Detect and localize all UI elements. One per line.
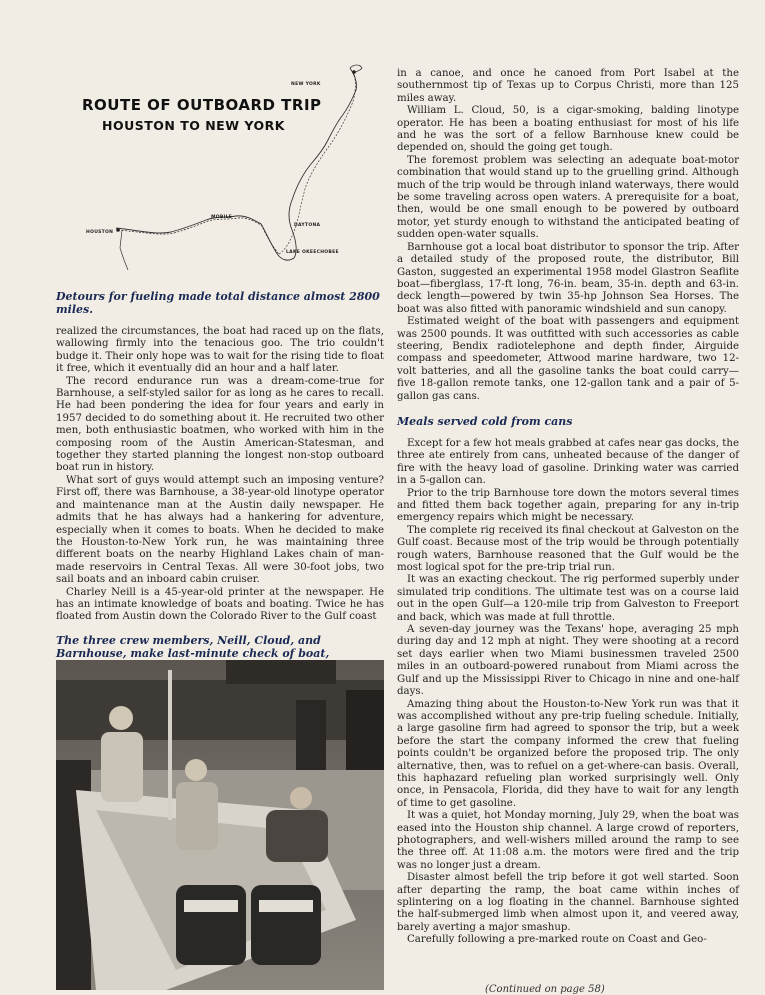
paragraph: Except for a few hot meals grabbed at cafes near gas docks, the three ate entirely from cans, unheated because of the danger of fire with the heavy load of gasoline. Drinking water was carried in a 5-gallon can. xyxy=(397,437,739,487)
crew-photo xyxy=(56,660,384,990)
paragraph: in a canoe, and once he canoed from Port Isabel at the southernmost tip of Texas up to Corpus Christi, more than 125 miles away. xyxy=(397,68,739,104)
paragraph: Charley Neill is a 45-year-old printer at the newspaper. He has an intimate knowledge of boats and boating. Twice he has floated from Austin down the Colorado River to the Gulf coast xyxy=(56,586,384,623)
paragraph: Carefully following a pre-marked route on Coast and Geo- xyxy=(407,934,707,946)
paragraph: Barnhouse got a local boat distributor to sponsor the trip. After a detailed study of the proposed route, the distributor, Bill Gaston, suggested an experimental 1958 model Glastron Seaflite boat—fiberglass, 17-ft long, 76-in. beam, 35-in. depth and 63-in. deck length—powered by twin 35-hp Johnson Sea Horses. The boat was also fitted with panoramic windshield and sun canopy. xyxy=(397,241,739,315)
paragraph: What sort of guys would attempt such an imposing venture? First off, there was Barnhouse, a 38-year-old linotype operator and maintenance man at the Austin daily newspaper. He admits that he has always had a hankering for adventure, especially when it comes to boats. When he decided to make the Houston-to-New York run, he was maintaining three different boats on the nearby Highland Lakes chain of man-made reservoirs in Central Texas. All were 30-foot jobs, two sail boats and an inboard cabin cruiser. xyxy=(56,474,384,586)
crew-photo-illustration xyxy=(56,660,384,990)
map-label-houston: HOUSTON xyxy=(86,230,114,235)
map-label-daytona: DAYTONA xyxy=(294,223,321,228)
paragraph: The record endurance run was a dream-come-true for Barnhouse, a self-styled sailor for as long as he cares to recall. He had been pondering the idea for four years and early in 1957 decided to do something about it. He recruited two other men, both enthusiastic boatmen, who worked with him in the composing room of the Austin American-Statesman, and together they started planning the longest non-stop outboard boat run in history. xyxy=(56,375,384,474)
paragraph: Disaster almost befell the trip before it got well started. Soon after departing the ramp, the boat came within inches of splintering on a log floating in the channel. Barnhouse sighted the half-submerged limb when almost upon it, and veered away, barely averting a major smashup. xyxy=(397,872,739,933)
paragraph: A seven-day journey was the Texans' hope, averaging 25 mph during day and 12 mph at night. They were shooting at a record set days earlier when two Miami businessmen traveled 2500 miles in an outboard-powered runabout from Miami across the Gulf and up the Mississippi River to Chicago in nine and one-half days. xyxy=(397,624,739,698)
paragraph: Estimated weight of the boat with passengers and equipment was 2500 pounds. It was outfitted with such accessories as cable steering, Bendix radiotelephone and depth finder, Airguide compass and speedometer, Attwood marine hardware, two 12-volt batteries, and all the gasoline tanks the boat could carry—five 18-gallon remote tanks, one 12-gallon tank and a pair of 5-gallon gas cans. xyxy=(397,316,739,402)
paragraph: It was a quiet, hot Monday morning, July 29, when the boat was eased into the Houston ship channel. A large crowd of reporters, photographers, and well-wishers milled around the ramp to see the three off. At 11:08 a.m. the motors were fired and the trip was no longer just a dream. xyxy=(397,810,739,871)
map-title: ROUTE OF OUTBOARD TRIP xyxy=(82,96,322,114)
route-map-drawing xyxy=(56,60,384,282)
paragraph: It was an exacting checkout. The rig performed superbly under simulated trip conditions. The ultimate test was on a course laid out in the open Gulf—a 120-mile trip from Galveston to Freeport and back, which was made at full throttle. xyxy=(397,574,739,623)
continued-note: (Continued on page 58) xyxy=(485,984,605,995)
map-label-mobile: MOBILE xyxy=(211,215,233,220)
section-heading: Meals served cold from cans xyxy=(397,414,573,428)
map-subtitle: HOUSTON TO NEW YORK xyxy=(102,118,285,133)
map-label-lake-okeechobee: LAKE OKEECHOBEE xyxy=(286,250,339,255)
paragraph: The foremost problem was selecting an adequate boat-motor combination that would stand up to the gruelling grind. Although much of the trip would be through inland waterways, there would be some traveling across open waters. A prerequisite for a boat, then, would be one small enough to be powered by outboard motor, yet sturdy enough to withstand the anticipated beating of sudden open-water squalls. xyxy=(397,154,739,241)
right-column xyxy=(397,68,739,947)
paragraph: Prior to the trip Barnhouse tore down the motors several times and fitted them back together again, preparing for any in-trip emergency repairs which might be necessary. xyxy=(397,487,739,524)
paragraph: William L. Cloud, 50, is a cigar-smoking, balding linotype operator. He has been a boating enthusiast for most of his life and he was the sort of a fellow Barnhouse knew could be depended on, should the going get tough. xyxy=(397,105,739,154)
route-map xyxy=(56,60,384,282)
photo-caption: The three crew members, Neill, Cloud, and Barnhouse, make last-minute check of boat, xyxy=(56,633,330,660)
paragraph: The complete rig received its final checkout at Galveston on the Gulf coast. Because most of the trip would be through potentially rough waters, Barnhouse reasoned that the Gulf would be the most logical spot for the pre-trip trial run. xyxy=(397,524,739,574)
left-column xyxy=(56,290,384,673)
paragraph: Amazing thing about the Houston-to-New York run was that it was accomplished without any pre-trip fueling schedule. Initially, a large gasoline firm had agreed to sponsor the trip, but a week before the start the company informed the crew that fueling points couldn't be organized before the proposed trip. The only alternative, then, was to refuel on a get-where-can basis. Overall, this haphazard refueling plan worked surprisingly well. Only once, in Pensacola, Florida, did they have to wait for any length of time to get gasoline. xyxy=(397,698,739,809)
paragraph: realized the circumstances, the boat had raced up on the flats, wallowing firmly into the tenacious goo. The trio couldn't budge it. Their only hope was to wait for the rising tide to float it free, which it eventually did an hour and a half later. xyxy=(56,326,384,375)
map-caption: Detours for fueling made total distance almost 2800 miles. xyxy=(56,290,380,316)
map-label-new-york: NEW YORK xyxy=(291,82,321,87)
